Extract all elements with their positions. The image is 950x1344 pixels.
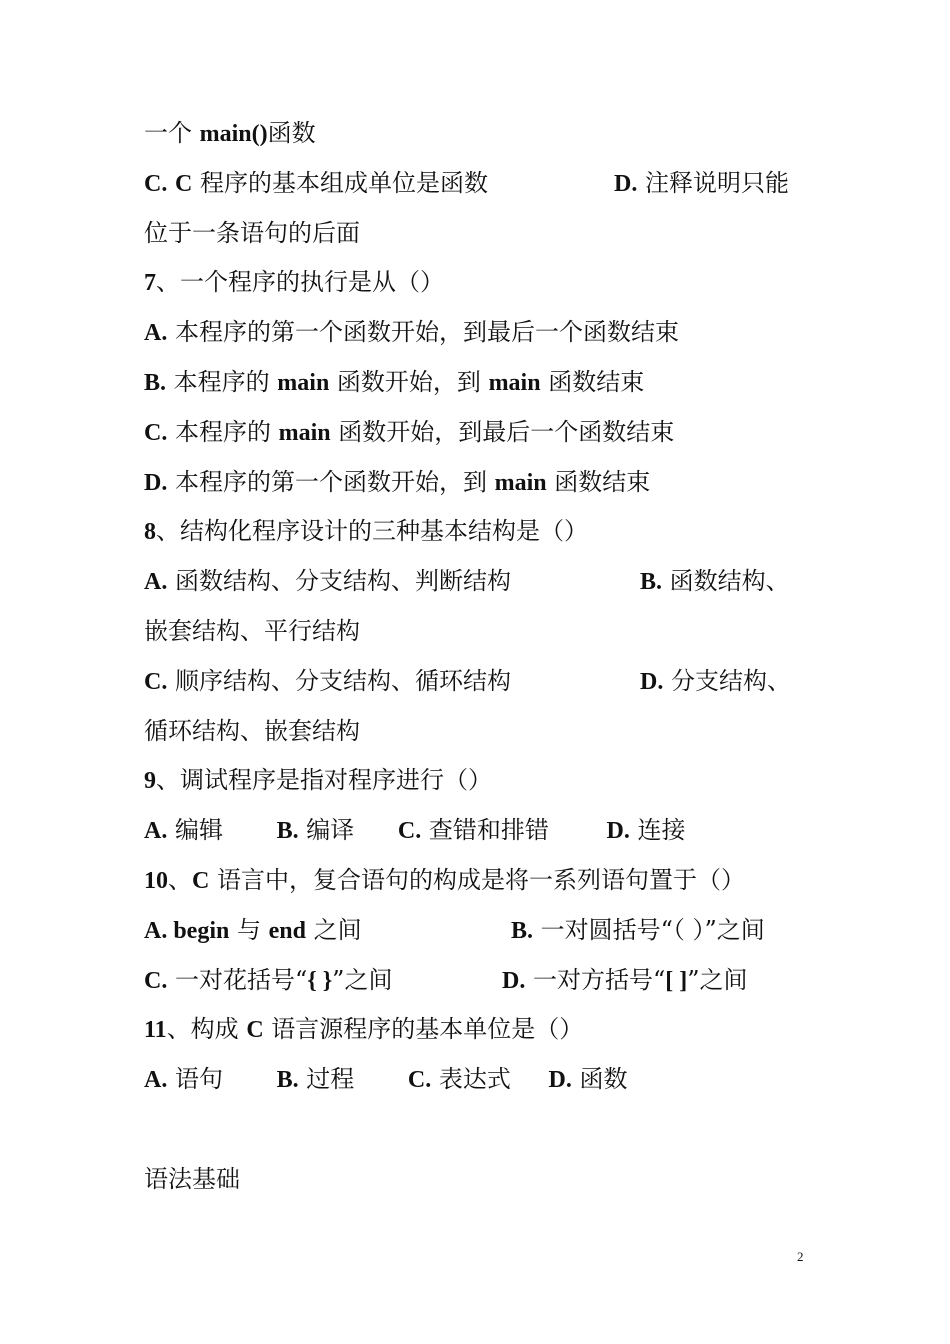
text-line: 一个 main()函数 [144, 119, 316, 147]
text-line: 循环结构、嵌套结构 [144, 716, 360, 745]
text-line: 10、C 语言中，复合语句的构成是将一系列语句置于（） [144, 866, 745, 894]
text-line-right-column: B. 一对圆括号“（ ）”之间 [511, 915, 765, 944]
text-line: 8、结构化程序设计的三种基本结构是（） [144, 517, 588, 546]
text-line-right-column: B. 函数结构、 [640, 567, 790, 596]
text-line: A. 本程序的第一个函数开始，到最后一个函数结束 [144, 318, 679, 347]
text-line: A. begin 与 end 之间 [144, 915, 362, 944]
text-line: A. 函数结构、分支结构、判断结构 [144, 567, 511, 596]
text-line: 9、调试程序是指对程序进行（） [144, 766, 492, 795]
text-line: A. 编辑 B. 编译 C. 查错和排错 D. 连接 [144, 816, 686, 845]
text-line: B. 本程序的 main 函数开始，到 main 函数结束 [144, 368, 645, 396]
text-line: C. 本程序的 main 函数开始，到最后一个函数结束 [144, 417, 675, 446]
text-line: 嵌套结构、平行结构 [144, 617, 360, 645]
text-line: D. 本程序的第一个函数开始，到 main 函数结束 [144, 467, 651, 496]
text-line: 11、构成 C 语言源程序的基本单位是（） [144, 1015, 584, 1044]
text-line: 7、一个程序的执行是从（） [144, 268, 444, 297]
text-line-right-column: D. 一对方括号“[ ]”之间 [502, 965, 748, 994]
text-line-right-column: D. 注释说明只能 [614, 168, 789, 197]
text-line: C. C 程序的基本组成单位是函数 [144, 168, 488, 197]
text-line: 语法基础 [144, 1164, 240, 1193]
text-line: C. 顺序结构、分支结构、循环结构 [144, 666, 511, 695]
text-line-right-column: D. 分支结构、 [640, 666, 791, 695]
text-line: A. 语句 B. 过程 C. 表达式 D. 函数 [144, 1065, 628, 1094]
text-line: 位于一条语句的后面 [144, 218, 360, 247]
text-line: C. 一对花括号“{ }”之间 [144, 965, 393, 994]
page-number: 2 [797, 1249, 804, 1264]
